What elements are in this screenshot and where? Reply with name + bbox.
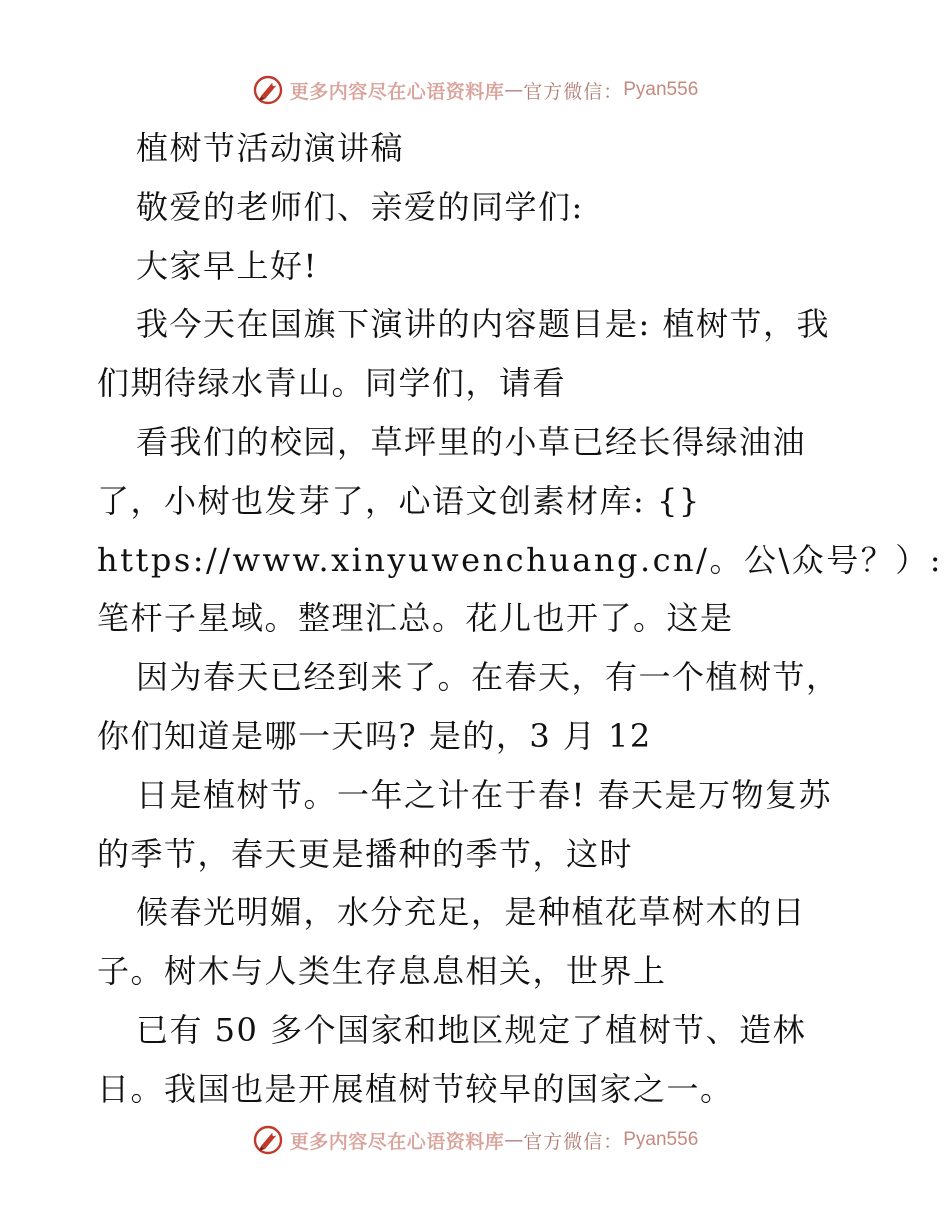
paragraph-line: 日是植树节。一年之计在于春! 春天是万物复苏 — [136, 775, 833, 814]
paragraph-line: 子。树木与人类生存息息相关，世界上 — [97, 952, 667, 991]
paragraph-line: 因为春天已经到来了。在春天，有一个植树节， — [136, 658, 840, 697]
paragraph-line: 我今天在国旗下演讲的内容题目是: 植树节，我 — [136, 305, 830, 344]
paragraph-line: 看我们的校园，草坪里的小草已经长得绿油油 — [136, 422, 807, 461]
paragraph-line: 日。我国也是开展植树节较早的国家之一。 — [97, 1069, 734, 1108]
footer-watermark — [0, 1120, 950, 1160]
salutation: 敬爱的老师们、亲爱的同学们: — [136, 187, 584, 226]
document-title: 植树节活动演讲稿 — [136, 129, 405, 167]
watermark-text: 更多内容尽在心语资料库 — [289, 80, 505, 103]
watermark-wechat-id: Pyan556 — [623, 79, 699, 100]
watermark-separator: — — [504, 1129, 524, 1151]
watermark-text: 更多内容尽在心语资料库 — [289, 1130, 505, 1153]
paragraph-line: 们期待绿水青山。同学们，请看 — [97, 364, 567, 403]
paragraph-line: 已有 50 多个国家和地区规定了植树节、造林 — [136, 1010, 807, 1049]
url-line: https://www.xinyuwenchuang.cn/。公\众号？）: — [97, 540, 944, 579]
pen-logo-icon — [252, 74, 284, 106]
paragraph-line: 笔杆子星域。整理汇总。花儿也开了。这是 — [97, 599, 734, 638]
watermark-wechat-id: Pyan556 — [623, 1129, 699, 1150]
paragraph-line: 候春光明媚，水分充足，是种植花草树木的日 — [136, 893, 807, 932]
paragraph-line: 了，小树也发芽了，心语文创素材库: {} — [97, 481, 701, 520]
pen-logo-icon — [252, 1124, 284, 1156]
document-body — [97, 119, 944, 1119]
watermark-wechat-label: 官方微信： — [523, 80, 624, 103]
paragraph-line: 的季节，春天更是播种的季节，这时 — [97, 834, 634, 873]
paragraph-line: 你们知道是哪一天吗? 是的，3 月 12 — [97, 716, 652, 755]
header-watermark — [0, 70, 950, 110]
watermark-wechat-label: 官方微信： — [523, 1130, 624, 1153]
watermark-separator: — — [504, 79, 524, 101]
greeting: 大家早上好! — [136, 246, 318, 285]
